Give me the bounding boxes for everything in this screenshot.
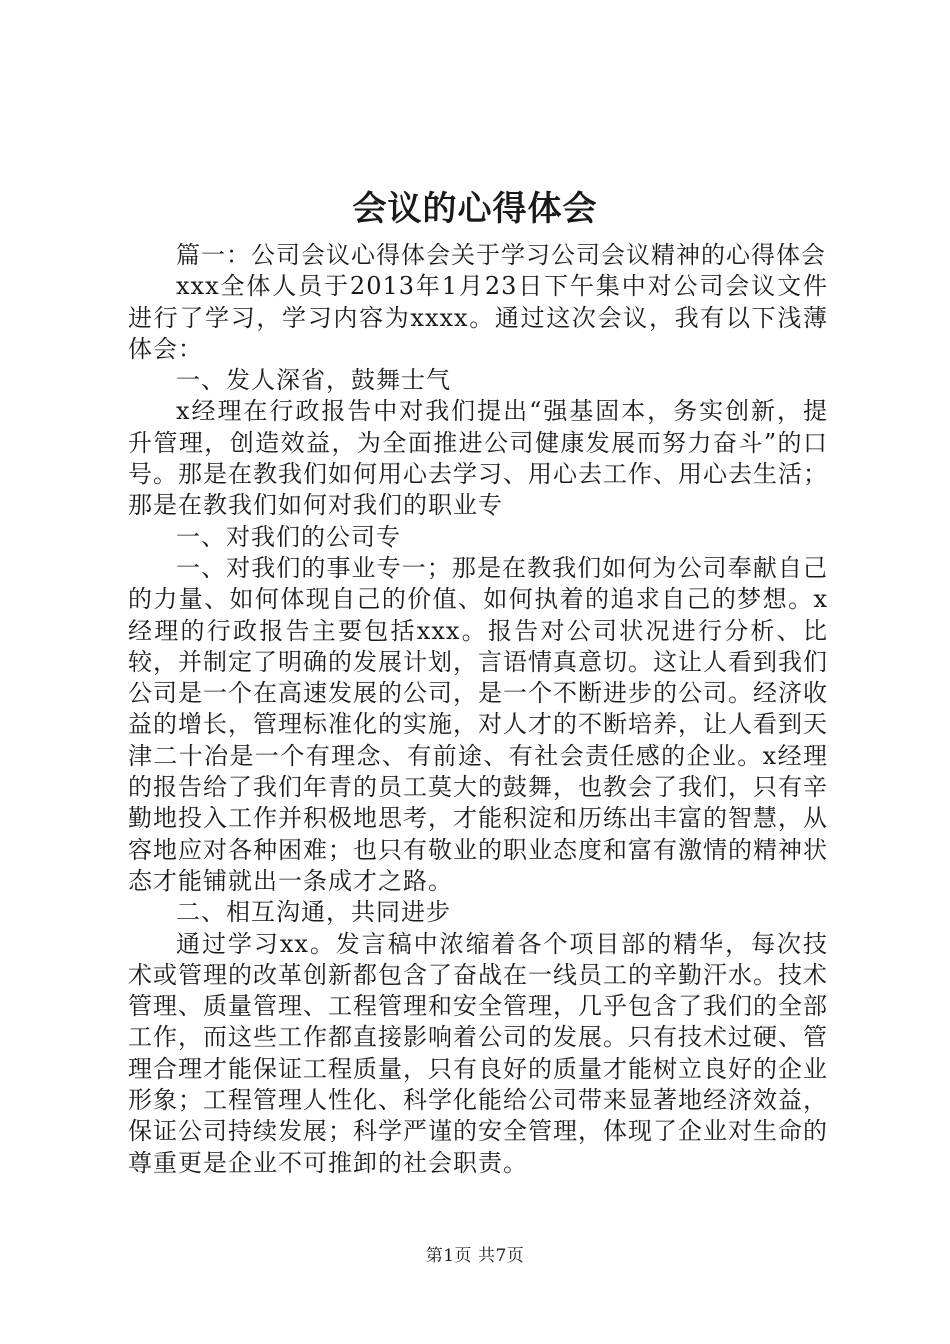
paragraph-heading-chapter: 篇一：公司会议心得体会关于学习公司会议精神的心得体会 [176, 241, 826, 269]
document-title: 会议的心得体会 [352, 189, 598, 229]
paragraph: x经理在行政报告中对我们提出“强基固本，务实创新，提升管理，创造效益，为全面推进公司健康发展而努力奋斗”的口号。那是在教我们如何用心去学习、用心去工作、用心去生活；那是在教我们如何对我们的职业专 [128, 397, 828, 520]
page-number-footer: 第1页 共7页 [425, 1246, 525, 1266]
section-heading-2: 二、相互沟通，共同进步 [176, 898, 451, 927]
paragraph: 一、对我们的事业专一；那是在教我们如何为公司奉献自己的力量、如何体现自己的价值、如何执着的追求自己的梦想。x经理的行政报告主要包括xxx。报告对公司状况进行分析、比较，并制定了明确的发展计划，言语情真意切。这让人看到我们公司是一个在高速发展的公司，是一个不断进步的公司。经济收益的增长，管理标准化的实施，对人才的不断培养，让人看到天津二十冶是一个有理念、有前途、有社会责任感的企业。x经理的报告给了我们年青的员工莫大的鼓舞，也教会了我们，只有辛勤地投入工作并积极地思考，才能积淀和历练出丰富的智慧，从容地应对各种困难；也只有敬业的职业态度和富有激情的精神状态才能铺就出一条成才之路。 [128, 553, 828, 895]
section-heading-1b: 一、对我们的公司专 [176, 522, 401, 551]
paragraph: 通过学习xx。发言稿中浓缩着各个项目部的精华，每次技术或管理的改革创新都包含了奋战在一线员工的辛勤汗水。技术管理、质量管理、工程管理和安全管理，几乎包含了我们的全部工作，而这些工作都直接影响着公司的发展。只有技术过硬、管理合理才能保证工程质量，只有良好的质量才能树立良好的企业形象；工程管理人性化、科学化能给公司带来显著地经济效益，保证公司持续发展；科学严谨的安全管理，体现了企业对生命的尊重更是企业不可推卸的社会职责。 [128, 929, 828, 1177]
paragraph-intro: xxx全体人员于2013年1月23日下午集中对公司会议文件进行了学习，学习内容为xxxx。通过这次会议，我有以下浅薄体会： [128, 272, 828, 363]
document-body [128, 240, 828, 1179]
section-heading-1: 一、发人深省，鼓舞士气 [176, 366, 451, 395]
